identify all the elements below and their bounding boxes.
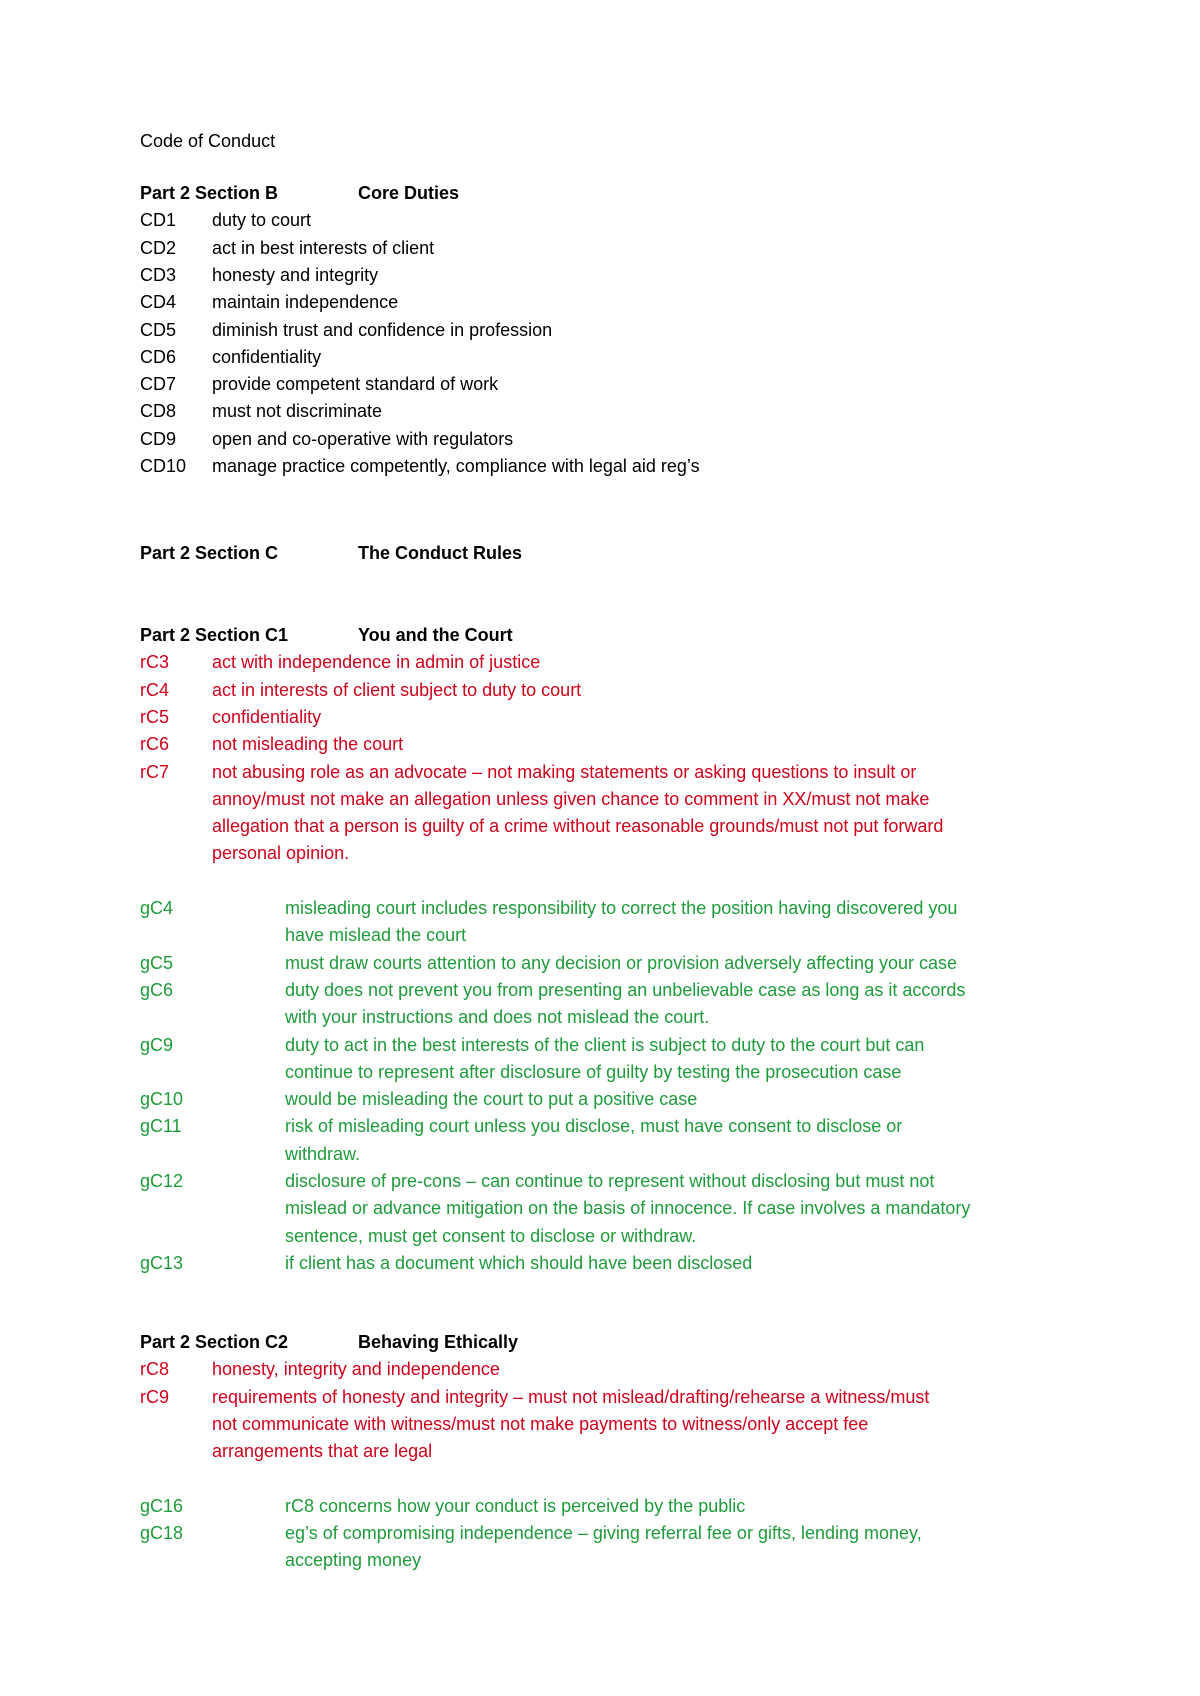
core-duty-code: CD7 xyxy=(140,374,177,395)
section_c1-part: Part 2 Section C1 xyxy=(140,625,289,645)
guidance-text: if client has a document which should have been disclosed xyxy=(285,1252,753,1273)
section_c-title: The Conduct Rules xyxy=(358,543,523,563)
section_c2-part: Part 2 Section C2 xyxy=(140,1332,289,1352)
guidance-code: gC6 xyxy=(140,979,174,1000)
core-duty-code: CD6 xyxy=(140,346,177,367)
core-duty-text: confidentiality xyxy=(212,346,322,367)
guidance-text: continue to represent after disclosure of guilty by testing the prosecution case xyxy=(285,1061,902,1082)
guidance-code: gC4 xyxy=(140,898,174,918)
guidance-text: mislead or advance mitigation on the basis of innocence. If case involves a mandatory xyxy=(285,1198,971,1219)
rule-text: annoy/must not make an allegation unless given chance to comment in XX/must not make xyxy=(212,788,930,809)
core-duty-text: open and co-operative with regulators xyxy=(212,428,514,449)
rule-code: rC3 xyxy=(140,652,170,673)
core-duty-code: CD10 xyxy=(140,456,187,476)
guidance-text: would be misleading the court to put a positive case xyxy=(285,1089,698,1110)
core-duty-text: provide competent standard of work xyxy=(212,374,499,395)
rule-code: rC9 xyxy=(140,1386,170,1407)
rule-code: rC6 xyxy=(140,734,170,755)
doc-title: Code of Conduct xyxy=(140,131,276,151)
rule-text: not communicate with witness/must not make payments to witness/only accept fee xyxy=(212,1413,869,1434)
guidance-code: gC11 xyxy=(140,1116,182,1137)
section_c1-title: You and the Court xyxy=(358,625,513,645)
core-duty-text: diminish trust and confidence in profession xyxy=(212,319,553,340)
core-duty-text: must not discriminate xyxy=(212,401,383,422)
core-duty-code: CD4 xyxy=(140,292,177,313)
guidance-text: accepting money xyxy=(285,1550,422,1571)
guidance-text: must draw courts attention to any decision or provision adversely affecting your case xyxy=(285,952,958,973)
guidance-code: gC5 xyxy=(140,952,174,973)
guidance-text: eg’s of compromising independence – giving referral fee or gifts, lending money, xyxy=(285,1523,922,1544)
rule-text: act in interests of client subject to duty to court xyxy=(212,679,582,700)
rule-text: arrangements that are legal xyxy=(212,1441,433,1462)
guidance-text: withdraw. xyxy=(285,1143,361,1164)
core-duty-text: act in best interests of client xyxy=(212,237,435,258)
rule-text: confidentiality xyxy=(212,706,322,727)
guidance-text: duty does not prevent you from presenting an unbelievable case as long as it accords xyxy=(285,979,966,1000)
guidance-code: gC16 xyxy=(140,1495,184,1516)
rule-text: act with independence in admin of justice xyxy=(212,652,541,673)
guidance-code: gC10 xyxy=(140,1089,184,1110)
core-duty-code: CD2 xyxy=(140,237,177,258)
guidance-text: duty to act in the best interests of the client is subject to duty to the court but can xyxy=(285,1034,925,1055)
rule-text: personal opinion. xyxy=(212,843,350,864)
rule-code: rC4 xyxy=(140,679,170,700)
rule-code: rC7 xyxy=(140,761,170,782)
core-duty-code: CD3 xyxy=(140,264,177,285)
core-duty-text: maintain independence xyxy=(212,292,399,313)
rule-code: rC5 xyxy=(140,706,170,727)
guidance-text: misleading court includes responsibility to correct the position having discovered you xyxy=(285,898,958,918)
core-duty-text: manage practice competently, compliance with legal aid reg’s xyxy=(212,456,700,476)
guidance-text: sentence, must get consent to disclose or withdraw. xyxy=(285,1225,697,1246)
section_b-part: Part 2 Section B xyxy=(140,183,279,203)
guidance-text: have mislead the court xyxy=(285,925,467,946)
guidance-code: gC12 xyxy=(140,1171,184,1191)
guidance-text: risk of misleading court unless you disclose, must have consent to disclose or xyxy=(285,1116,903,1137)
guidance-text: rC8 concerns how your conduct is perceived by the public xyxy=(285,1495,746,1516)
core-duty-code: CD8 xyxy=(140,401,177,422)
rule-text: requirements of honesty and integrity – must not mislead/drafting/rehearse a witness/must xyxy=(212,1386,930,1407)
rule-text: allegation that a person is guilty of a crime without reasonable grounds/must not put forward xyxy=(212,816,944,837)
section_c-part: Part 2 Section C xyxy=(140,543,279,563)
rule-text: not misleading the court xyxy=(212,734,404,755)
guidance-code: gC13 xyxy=(140,1252,184,1273)
section_c2-title: Behaving Ethically xyxy=(358,1332,519,1352)
core-duty-code: CD1 xyxy=(140,210,177,231)
rule-text: not abusing role as an advocate – not making statements or asking questions to insult or xyxy=(212,761,917,782)
guidance-code: gC18 xyxy=(140,1523,184,1544)
core-duty-code: CD5 xyxy=(140,319,177,340)
guidance-text: disclosure of pre-cons – can continue to represent without disclosing but must not xyxy=(285,1171,935,1191)
guidance-code: gC9 xyxy=(140,1034,174,1055)
core-duty-text: honesty and integrity xyxy=(212,264,379,285)
section_b-title: Core Duties xyxy=(358,183,460,203)
core-duty-code: CD9 xyxy=(140,428,177,449)
core-duty-text: duty to court xyxy=(212,210,312,231)
rule-text: honesty, integrity and independence xyxy=(212,1359,500,1380)
guidance-text: with your instructions and does not mislead the court. xyxy=(285,1007,710,1028)
rule-code: rC8 xyxy=(140,1359,170,1380)
